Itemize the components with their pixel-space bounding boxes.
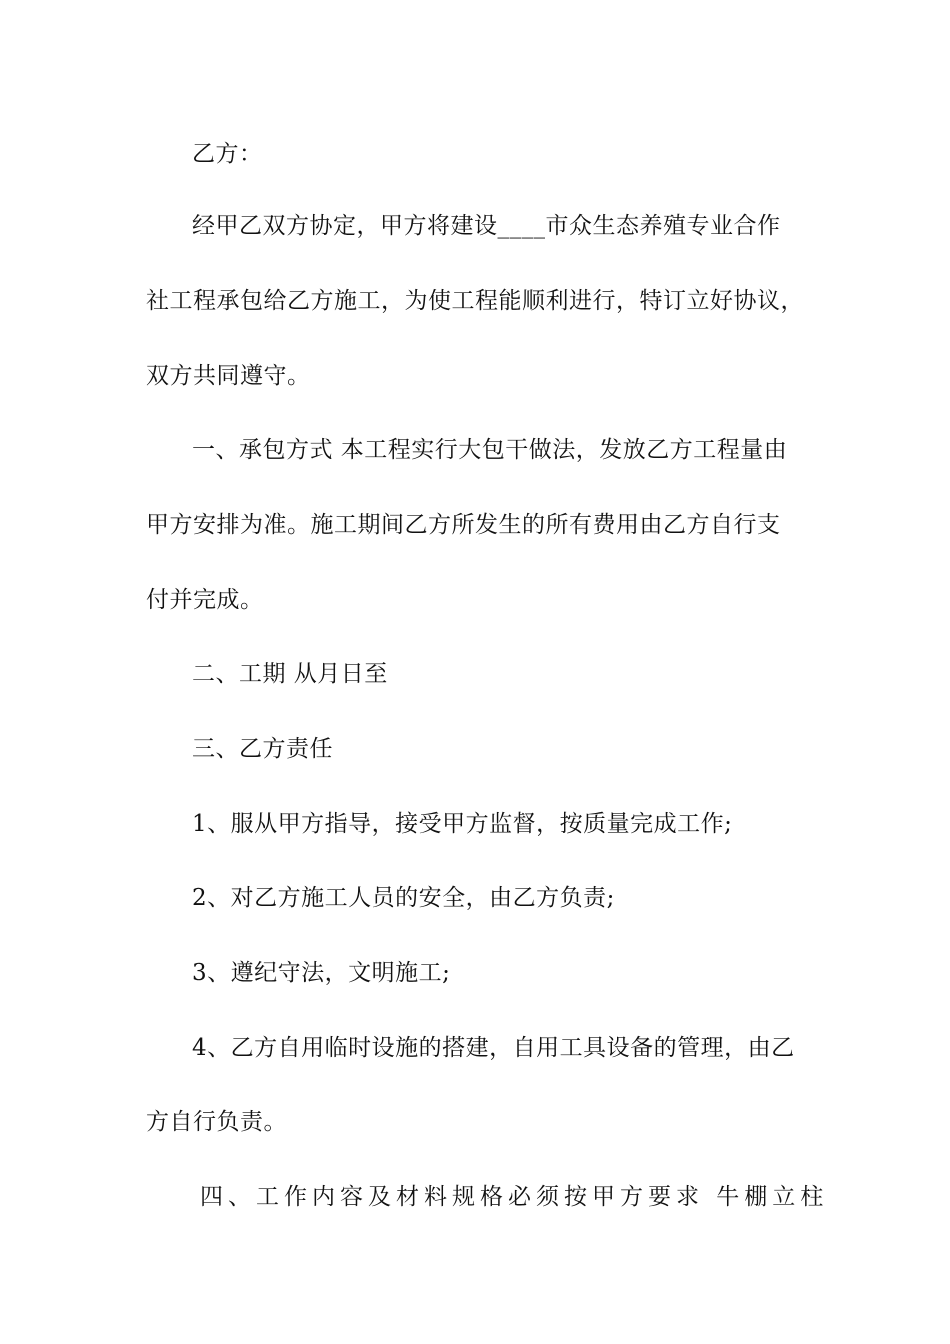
paragraph-line: 社工程承包给乙方施工，为使工程能顺利进行，特订立好协议， [146,288,804,314]
list-item: 3、遵纪守法，文明施工; [192,960,451,986]
paragraph-line: 方自行负责。 [146,1109,287,1135]
paragraph-line: 双方共同遵守。 [146,363,311,389]
section-heading-party-b-duties: 三、乙方责任 [192,736,333,762]
list-item: 1、服从甲方指导，接受甲方监督，按质量完成工作; [192,811,733,837]
list-item: 4、乙方自用临时设施的搭建，自用工具设备的管理，由乙 [192,1035,795,1061]
party-b-label: 乙方： [192,141,263,167]
section-heading-contract-method: 一、承包方式 本工程实行大包干做法，发放乙方工程量由 [192,437,788,463]
section-heading-duration: 二、工期 从月日至 [192,661,388,687]
paragraph-line: 经甲乙双方协定，甲方将建设____市众生态养殖专业合作 [192,213,781,239]
paragraph-line: 付并完成。 [146,587,264,613]
list-item: 2、对乙方施工人员的安全，由乙方负责; [192,885,615,911]
paragraph-line: 甲方安排为准。施工期间乙方所发生的所有费用由乙方自行支 [146,512,781,538]
section-heading-work-content: 四、工作内容及材料规格必须按甲方要求 牛棚立柱 [200,1184,829,1210]
